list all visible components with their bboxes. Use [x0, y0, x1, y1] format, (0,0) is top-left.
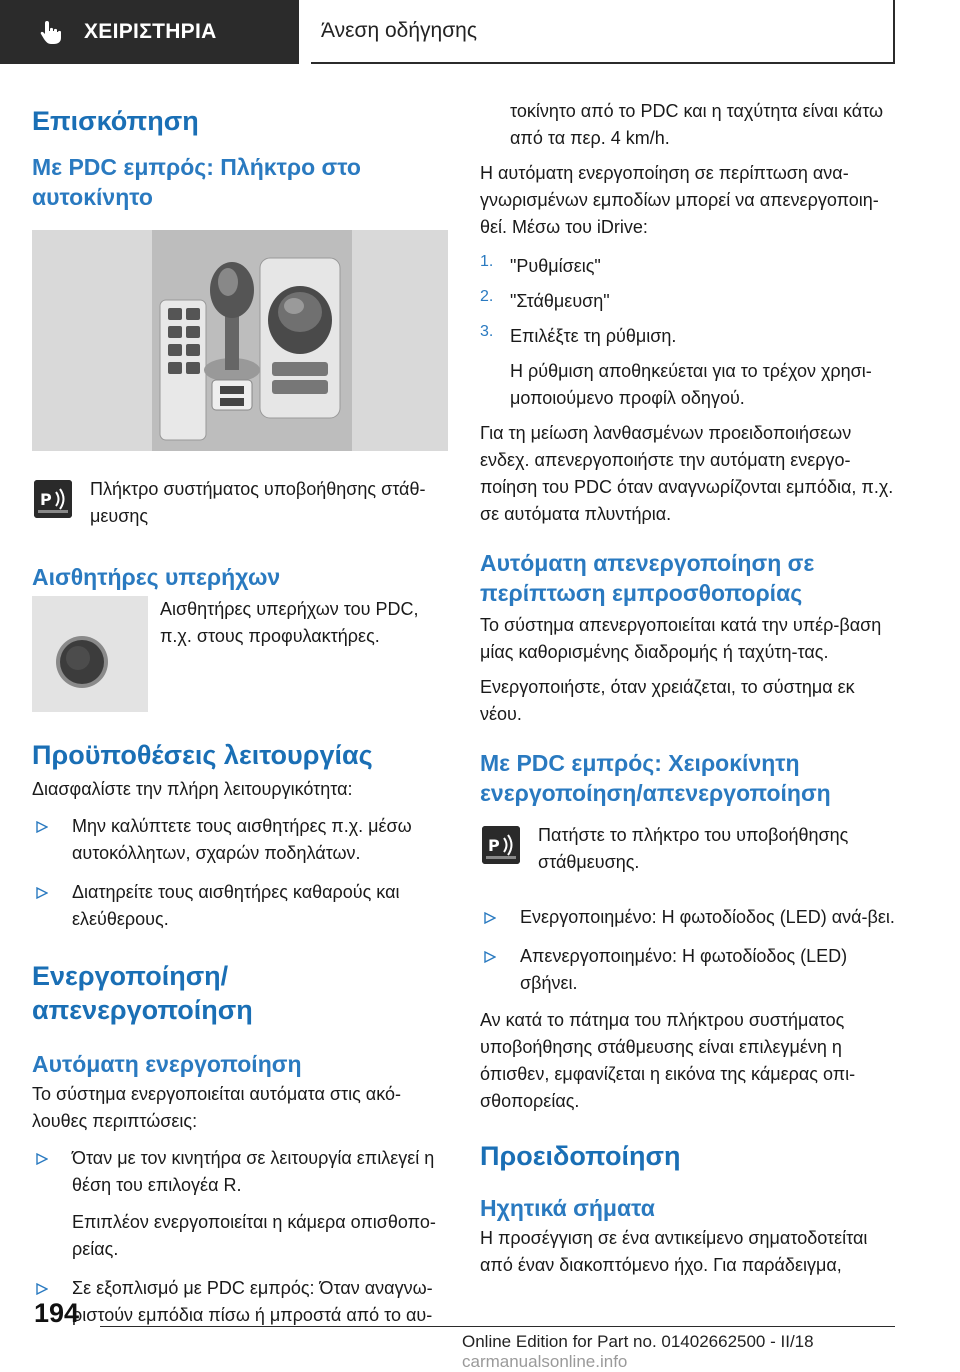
step-item	[480, 323, 896, 350]
section-tab	[0, 0, 299, 64]
sensor-icon	[32, 596, 148, 712]
auto-deactivation-text: Το σύστημα απενεργοποιείται κατά την υπέρ-βαση μίας καθορισμένης διαδρομής ή ταχύτη-τας.	[480, 615, 882, 662]
step-number: 1.	[480, 253, 494, 270]
page-number: 194	[34, 1298, 80, 1328]
step-number: 3.	[480, 323, 494, 340]
led-item-text: Απενεργοποιημένο: Η φωτοδίοδος (LED) σβήνει.	[520, 946, 848, 993]
heading-activation: Ενεργοποίηση/απενεργοποίηση	[32, 961, 253, 1025]
center-console-photo	[32, 230, 448, 451]
left-column	[32, 96, 448, 1329]
press-button-row	[480, 822, 896, 876]
reverse-gear-text: Αν κατά το πάτημα του πλήκτρου συστήματος υποβοήθησης στάθμευσης είναι επιλεγμένη η όπισθεν, εμφανίζεται η εικόνα της κάμερας οπι-σθοπορείας.	[480, 1010, 856, 1111]
auto-activation-item	[32, 1145, 448, 1199]
auto-activation-item-text: Σε εξοπλισμό με PDC εμπρός: Όταν αναγνω-ριστούν εμπόδια πίσω ή μπροστά από το αυ-	[72, 1278, 433, 1325]
step-item	[480, 288, 896, 315]
step-number: 2.	[480, 288, 494, 305]
heading-warning: Προειδοποίηση	[480, 1141, 681, 1171]
requirements-item	[32, 813, 448, 867]
step-item	[480, 253, 896, 280]
led-item	[480, 943, 896, 997]
triangle-bullet-icon	[484, 912, 496, 924]
heading-overview: Επισκόπηση	[32, 106, 199, 136]
chapter-title: Άνεση οδήγησης	[321, 19, 477, 42]
ultrasonic-sensor-photo	[32, 596, 148, 712]
heading-auto-deactivation: Αυτόματη απενεργοποίηση σε περίπτωση εμπροσθοπορίας	[480, 550, 815, 606]
svg-text:P: P	[488, 836, 500, 855]
hand-pointer-icon	[38, 18, 66, 46]
triangle-bullet-icon	[36, 1153, 48, 1165]
triangle-bullet-icon	[36, 821, 48, 833]
pdc-button-caption-row	[32, 476, 448, 530]
pdc-button-caption: Πλήκτρο συστήματος υποβοήθησης στάθ-μευσης	[90, 479, 426, 526]
acoustic-text: Η προσέγγιση σε ένα αντικείμενο σηματοδοτείται από έναν διακοπτόμενο ήχο. Για παράδειγμα,	[480, 1228, 868, 1275]
triangle-bullet-icon	[36, 887, 48, 899]
requirements-item-text: Μην καλύπτετε τους αισθητήρες π.χ. μέσω αυτοκόλλητων, σχαρών ποδηλάτων.	[72, 816, 412, 863]
heading-pdc-front-button: Με PDC εμπρός: Πλήκτρο στο αυτοκίνητο	[32, 154, 361, 210]
heading-manual-activation: Με PDC εμπρός: Χειροκίνητη ενεργοποίηση/απενεργοποίηση	[480, 750, 831, 806]
step-text: Επιλέξτε τη ρύθμιση.	[510, 326, 677, 346]
brand-watermark: carmanualsonline.info	[462, 1352, 628, 1371]
edition-text: Online Edition for Part no. 01402662500 - II/18	[462, 1332, 814, 1351]
heading-auto-activation: Αυτόματη ενεργοποίηση	[32, 1051, 302, 1077]
svg-text:P: P	[40, 490, 52, 509]
step-text: "Στάθμευση"	[510, 291, 610, 311]
reactivate-text: Ενεργοποιήστε, όταν χρειάζεται, το σύστημα εκ νέου.	[480, 677, 855, 724]
footer-text	[462, 1332, 960, 1372]
step-text: "Ρυθμίσεις"	[510, 256, 601, 276]
requirements-intro: Διασφαλίστε την πλήρη λειτουργικότητα:	[32, 779, 353, 799]
requirements-item	[32, 879, 448, 933]
led-item	[480, 904, 896, 931]
auto-activation-item-text: Όταν με τον κινητήρα σε λειτουργία επιλεγεί η θέση του επιλογέα R.	[72, 1148, 435, 1195]
section-title: ΧΕΙΡΙΣΤΗΡΙΑ	[84, 20, 217, 43]
led-item-text: Ενεργοποιημένο: Η φωτοδίοδος (LED) ανά-βει.	[520, 907, 895, 927]
heading-acoustic: Ηχητικά σήματα	[480, 1195, 655, 1221]
continued-text: τοκίνητο από το PDC και η ταχύτητα είναι κάτω από τα περ. 4 km/h.	[510, 101, 884, 148]
auto-activation-intro: Το σύστημα ενεργοποιείται αυτόματα στις ακό-λουθες περιπτώσεις:	[32, 1084, 401, 1131]
footer-divider	[100, 1326, 895, 1327]
auto-activation-note: Επιπλέον ενεργοποιείται η κάμερα οπισθοπο-ρείας.	[72, 1212, 436, 1259]
triangle-bullet-icon	[484, 951, 496, 963]
parking-assist-button-icon	[34, 480, 72, 518]
right-column	[480, 98, 896, 1279]
sensors-text: Αισθητήρες υπερήχων του PDC, π.χ. στους προφυλακτήρες.	[160, 599, 419, 646]
step-note: Η ρύθμιση αποθηκεύεται για το τρέχον χρησι-μοποιούμενο προφίλ οδηγού.	[510, 361, 872, 408]
sensors-row	[32, 596, 448, 712]
auto-activation-item	[32, 1275, 448, 1329]
heading-sensors: Αισθητήρες υπερήχων	[32, 564, 281, 590]
heading-requirements: Προϋποθέσεις λειτουργίας	[32, 740, 373, 770]
chapter-header	[311, 0, 895, 64]
reduce-warnings-text: Για τη μείωση λανθασμένων προειδοποιήσεων ενδεχ. απενεργοποιήστε την αυτόματη ενεργο-ποίηση του PDC όταν αναγνωρίζονται εμπόδια, π.χ. σε αυτόματα πλυντήρια.	[480, 423, 894, 524]
triangle-bullet-icon	[36, 1283, 48, 1295]
requirements-item-text: Διατηρείτε τους αισθητήρες καθαρούς και ελεύθερους.	[72, 882, 400, 929]
console-illustration	[32, 230, 448, 451]
parking-assist-button-icon	[482, 826, 520, 864]
press-button-text: Πατήστε το πλήκτρο του υποβοήθησης στάθμευσης.	[538, 825, 849, 872]
deactivate-text: Η αυτόματη ενεργοποίηση σε περίπτωση ανα-γνωρισμένων εμποδίων μπορεί να απενεργοποιη-θεί. Μέσω του iDrive:	[480, 163, 879, 237]
